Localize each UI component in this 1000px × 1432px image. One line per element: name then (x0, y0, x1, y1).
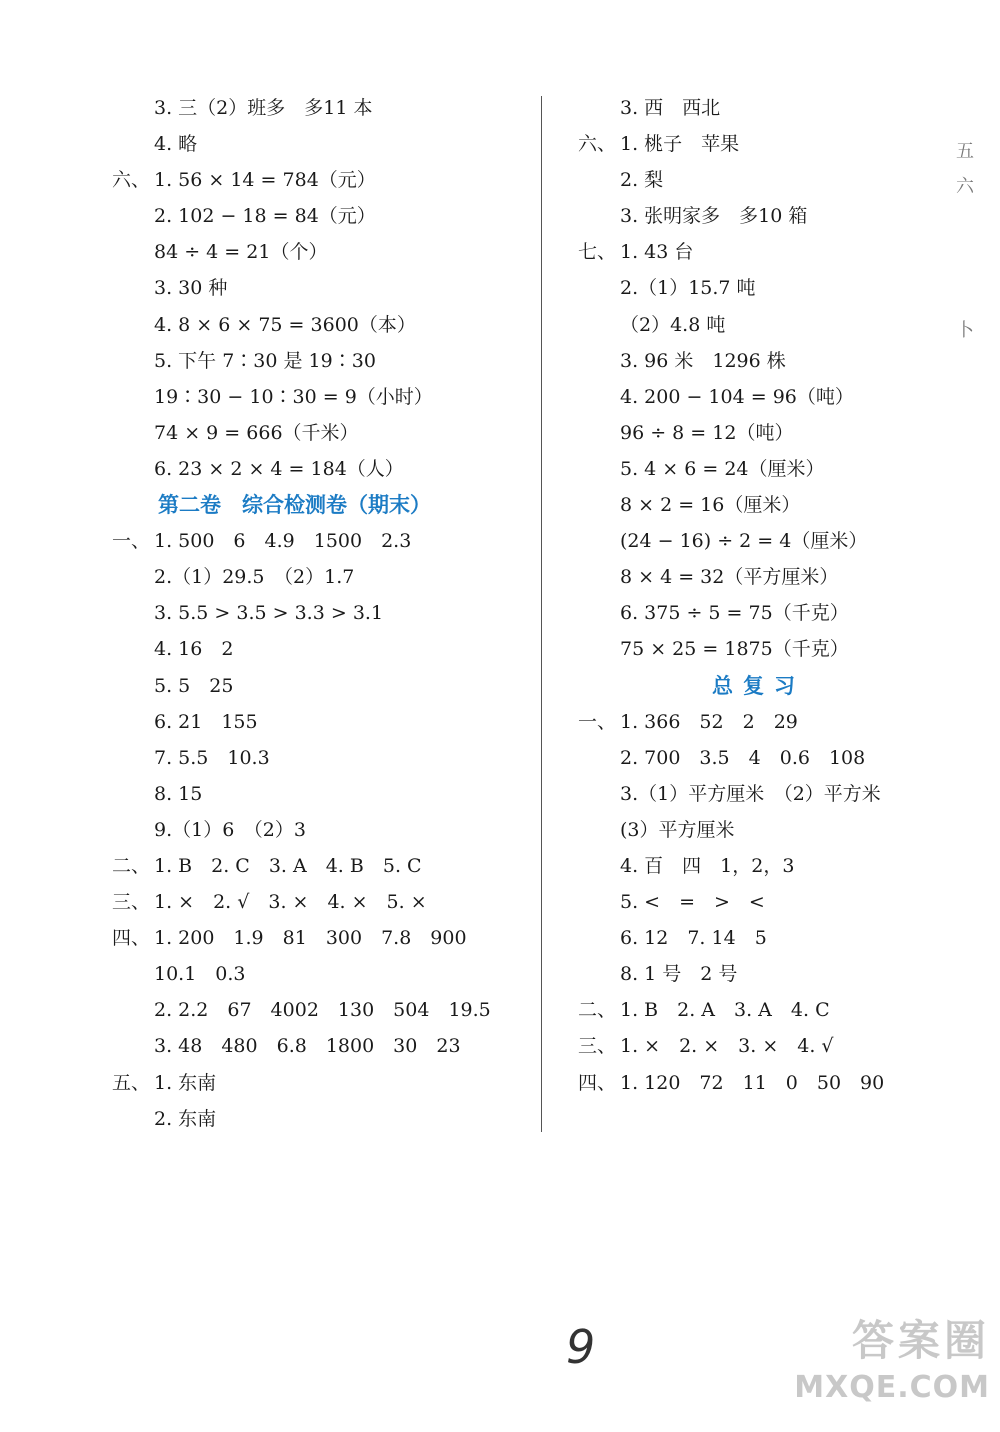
section-number: 一、 (112, 530, 151, 553)
answer-line (578, 451, 968, 487)
section-number: 四、 (112, 927, 151, 950)
answer-line (112, 90, 532, 126)
answer-text: 1. 43 台 (620, 241, 694, 264)
answer-text: 5. 5 25 (154, 674, 234, 697)
answer-text: 3. 5.5 > 3.5 > 3.3 > 3.1 (154, 602, 384, 625)
answer-text: 6. 21 155 (154, 710, 258, 733)
answer-text: 3. 96 米 1296 株 (620, 349, 786, 372)
answer-text: 4. 百 四 1，2，3 (620, 854, 795, 877)
section-number: 二、 (578, 999, 617, 1022)
answer-line (112, 992, 532, 1028)
answer-line (578, 740, 968, 776)
answer-line (112, 631, 532, 667)
answer-line (578, 307, 968, 343)
answer-text: 84 ÷ 4 = 21（个） (154, 241, 328, 264)
answer-text: (24 − 16) ÷ 2 = 4（厘米） (620, 530, 868, 553)
answer-text: 3. 张明家多 多10 箱 (620, 205, 808, 228)
answer-line (578, 956, 968, 992)
answer-text: 6. 12 7. 14 5 (620, 927, 767, 950)
section-number: 二、 (112, 854, 151, 877)
answer-line (578, 992, 968, 1028)
answer-text: 1. 366 52 2 29 (620, 710, 798, 733)
answer-line (578, 90, 968, 126)
right-answer-column (578, 90, 968, 1101)
answer-line (112, 415, 532, 451)
left-answer-column (112, 90, 532, 1137)
answer-line (112, 343, 532, 379)
answer-line (112, 1101, 532, 1137)
answer-text: 10.1 0.3 (154, 963, 246, 986)
answer-line (578, 848, 968, 884)
answer-text: 3. 三（2）班多 多11 本 (154, 97, 373, 119)
answer-line (112, 270, 532, 306)
section-number: 一、 (578, 710, 617, 733)
watermark-domain: MXQE.COM (794, 1370, 990, 1405)
answer-line (578, 920, 968, 956)
answer-line (112, 1028, 532, 1064)
answer-text: 19∶30 − 10∶30 = 9（小时） (154, 385, 433, 408)
answer-line (112, 451, 532, 487)
section-number: 六、 (578, 133, 617, 156)
answer-text: 7. 5.5 10.3 (154, 746, 270, 769)
margin-mark: 六 (956, 176, 974, 197)
answer-text: 6. 375 ÷ 5 = 75（千克） (620, 602, 849, 625)
answer-text: 75 × 25 = 1875（千克） (620, 638, 849, 661)
answer-text: 2. 2.2 67 4002 130 504 19.5 (154, 999, 491, 1022)
answer-text: 3.（1）平方厘米 （2）平方米 (620, 782, 881, 805)
section-heading: 第二卷 综合检测卷（期末） (158, 493, 431, 518)
answer-line (112, 884, 532, 920)
answer-line (578, 126, 968, 162)
answer-text: 6. 23 × 2 × 4 = 184（人） (154, 457, 404, 480)
section-number: 三、 (578, 1035, 617, 1058)
answer-text: 1. 东南 (154, 1071, 217, 1094)
answer-text: 2. 700 3.5 4 0.6 108 (620, 746, 866, 769)
answer-line (112, 126, 532, 162)
answer-line (112, 595, 532, 631)
answer-line (578, 631, 968, 667)
answer-text: 2. 梨 (620, 169, 664, 192)
answer-text: 5. < = > < (620, 891, 765, 914)
answer-line (578, 198, 968, 234)
answer-line (112, 234, 532, 270)
margin-mark: 卜 (956, 320, 974, 341)
answer-line (112, 668, 532, 704)
answer-line (112, 1065, 532, 1101)
answer-text: 2.（1）15.7 吨 (620, 277, 756, 300)
answer-line (578, 559, 968, 595)
answer-text: 74 × 9 = 666（千米） (154, 421, 359, 444)
answer-text: 8 × 2 = 16（厘米） (620, 494, 801, 517)
answer-line (578, 343, 968, 379)
answer-text: 1. × 2. √ 3. × 4. × 5. × (154, 891, 427, 914)
answer-line (578, 487, 968, 523)
answer-line (578, 704, 968, 740)
column-divider (541, 96, 542, 1132)
answer-line (112, 559, 532, 595)
answer-text: 5. 4 × 6 = 24（厘米） (620, 457, 825, 480)
margin-mark: 五 (956, 141, 974, 162)
answer-line (578, 595, 968, 631)
answer-line (112, 848, 532, 884)
watermark-logo: 答案圈 (851, 1316, 990, 1365)
page-number: 9 (566, 1320, 596, 1374)
answer-text: 1. 200 1.9 81 300 7.8 900 (154, 927, 467, 950)
section-number: 六、 (112, 169, 151, 192)
answer-text: 1. 500 6 4.9 1500 2.3 (154, 530, 412, 553)
answer-line (112, 379, 532, 415)
answer-line (578, 776, 968, 812)
answer-line (112, 776, 532, 812)
answer-text: 3. 30 种 (154, 277, 228, 300)
answer-line (578, 1028, 968, 1064)
section-number: 三、 (112, 891, 151, 914)
answer-text: 1. B 2. A 3. A 4. C (620, 999, 830, 1022)
answer-text: 1. B 2. C 3. A 4. B 5. C (154, 854, 422, 877)
answer-text: 96 ÷ 8 = 12（吨） (620, 421, 794, 444)
answer-text: 2. 东南 (154, 1107, 217, 1130)
answer-line (578, 270, 968, 306)
answer-text: 4. 16 2 (154, 638, 234, 661)
watermark (728, 1312, 990, 1420)
answer-line (112, 162, 532, 198)
answer-text: 3. 西 西北 (620, 97, 721, 119)
answer-text: （2）4.8 吨 (620, 313, 726, 336)
answer-line (578, 523, 968, 559)
answer-text: 4. 8 × 6 × 75 = 3600（本） (154, 313, 416, 336)
answer-text: 4. 200 − 104 = 96（吨） (620, 385, 854, 408)
answer-line (578, 1065, 968, 1101)
section-number: 七、 (578, 241, 617, 264)
answer-text: 8. 15 (154, 782, 203, 805)
answer-text: 1. × 2. × 3. × 4. √ (620, 1035, 834, 1058)
answer-text: 1. 桃子 苹果 (620, 133, 740, 156)
answer-text: 8 × 4 = 32（平方厘米） (620, 566, 839, 589)
answer-line (112, 307, 532, 343)
answer-line (112, 198, 532, 234)
section-number: 五、 (112, 1071, 151, 1094)
answer-line (578, 415, 968, 451)
answer-text: 4. 略 (154, 133, 198, 156)
answer-text: 1. 56 × 14 = 784（元） (154, 169, 376, 192)
answer-line (578, 812, 968, 848)
answer-line (578, 379, 968, 415)
answer-line (578, 884, 968, 920)
answer-text: 2.（1）29.5 （2）1.7 (154, 566, 355, 589)
answer-line (112, 704, 532, 740)
answer-line (578, 234, 968, 270)
answer-text: (3）平方厘米 (620, 818, 735, 841)
answer-text: 5. 下午 7∶30 是 19∶30 (154, 349, 376, 372)
answer-line (112, 523, 532, 559)
answer-text: 1. 120 72 11 0 50 90 (620, 1071, 885, 1094)
answer-text: 2. 102 − 18 = 84（元） (154, 205, 376, 228)
answer-text: 3. 48 480 6.8 1800 30 23 (154, 1035, 461, 1058)
answer-text: 9.（1）6 （2）3 (154, 818, 306, 841)
answer-line (578, 162, 968, 198)
answer-line (112, 920, 532, 956)
answer-line (112, 956, 532, 992)
answer-line (112, 812, 532, 848)
answer-line (112, 740, 532, 776)
section-number: 四、 (578, 1071, 617, 1094)
section-heading: 总复习 (712, 673, 805, 698)
answer-text: 8. 1 号 2 号 (620, 963, 738, 986)
